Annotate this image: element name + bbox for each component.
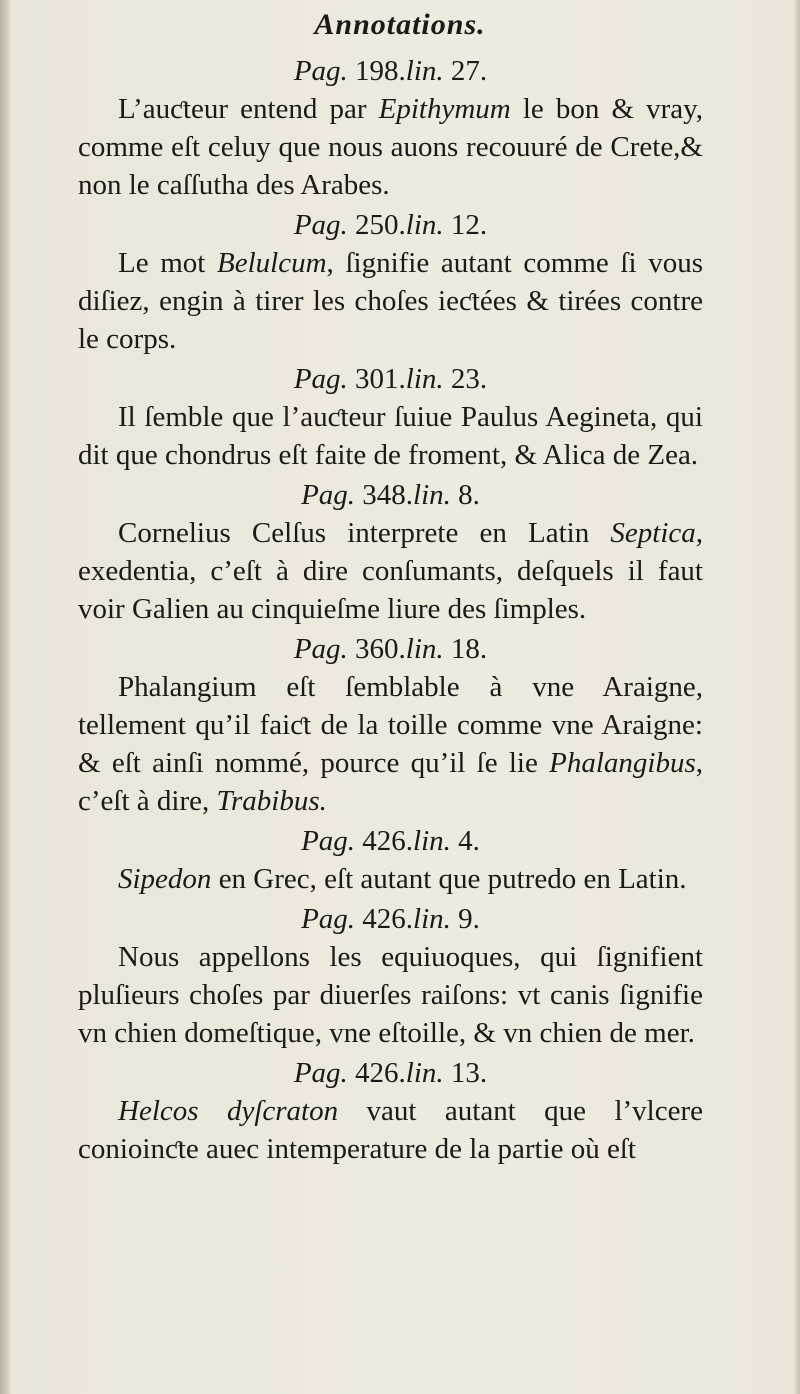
line-number: 18. <box>450 633 488 665</box>
page-number: 301. <box>355 363 406 395</box>
annotation-text: L’auƈteur entend par Epithymum le bon & vray, comme eſt celuy que nous auons recouuré de Crete,& non le caſſutha des Arabes. <box>78 93 703 201</box>
page-line-reference <box>78 52 703 90</box>
page-number: 426. <box>355 1057 406 1089</box>
page-number: 426. <box>362 903 414 935</box>
annotation-text: Nous appellons les equiuoques, qui ſignifient pluſieurs choſes par diuerſes raiſons: vt canis ſignifie vn chien domeſtique, vne eſtoille, & vn chien de mer. <box>78 941 703 1049</box>
page-number: 360. <box>355 633 406 665</box>
pag-abbr: Pag. <box>293 363 348 395</box>
italic-term: Epithymum <box>378 93 511 125</box>
lin-abbr: lin. <box>413 903 451 935</box>
line-number: 9. <box>458 903 480 935</box>
pag-abbr: Pag. <box>301 479 356 511</box>
page-number: 348. <box>362 479 414 511</box>
page-number: 426. <box>362 825 414 857</box>
line-number: 27. <box>450 55 488 87</box>
page-line-reference <box>78 900 703 938</box>
italic-term: Phalangibus <box>549 747 696 779</box>
italic-term: Belulcum <box>217 247 327 279</box>
italic-term: Helcos dyſcraton <box>118 1095 339 1127</box>
lin-abbr: lin. <box>405 55 444 87</box>
annotation-text: Le mot Belulcum, ſignifie autant comme ſi vous diſiez, engin à tirer les choſes ieƈtées & tirées contre le corps. <box>78 247 703 355</box>
page-line-reference <box>78 476 703 514</box>
lin-abbr: lin. <box>405 363 444 395</box>
annotation-text: Cornelius Celſus interprete en Latin Septica, exedentia, c’eſt à dire conſumants, deſquels il faut voir Galien au cinquieſme liure des ſimples. <box>78 517 703 625</box>
page-number: 250. <box>355 209 406 241</box>
italic-term: Trabibus. <box>216 785 327 817</box>
line-number: 12. <box>450 209 488 241</box>
page-number: 198. <box>355 55 406 87</box>
annotations-body <box>78 50 703 1168</box>
annotation-text: Helcos dyſcraton vaut autant que l’vlcere conioinƈte auec intemperature de la partie où eſt <box>78 1095 704 1165</box>
lin-abbr: lin. <box>405 633 444 665</box>
lin-abbr: lin. <box>405 1057 444 1089</box>
line-number: 8. <box>458 479 480 511</box>
annotation-text: Phalangium eſt ſemblable à vne Araigne, tellement qu’il faiƈt de la toille comme vne Araigne: & eſt ainſi nommé, pource qu’il ſe lie Phalangibus, c’eſt à dire, Trabibus. <box>78 671 703 817</box>
page-line-reference <box>78 822 703 860</box>
page-line-reference <box>78 360 703 398</box>
line-number: 23. <box>450 363 488 395</box>
lin-abbr: lin. <box>413 825 451 857</box>
page-left-edge <box>0 0 10 1394</box>
italic-term: Sipedon <box>118 863 212 895</box>
italic-term: Septica, <box>610 517 703 549</box>
lin-abbr: lin. <box>413 479 451 511</box>
pag-abbr: Pag. <box>293 1057 348 1089</box>
page-line-reference <box>78 630 703 668</box>
annotation-text: Sipedon en Grec, eſt autant que putredo en Latin. <box>118 863 687 895</box>
pag-abbr: Pag. <box>301 825 356 857</box>
pag-abbr: Pag. <box>293 633 348 665</box>
pag-abbr: Pag. <box>293 55 348 87</box>
annotation-text: Il ſemble que l’auƈteur ſuiue Paulus Aegineta, qui dit que chondrus eſt faite de froment, & Alica de Zea. <box>78 401 703 471</box>
line-number: 4. <box>458 825 480 857</box>
pag-abbr: Pag. <box>301 903 356 935</box>
line-number: 13. <box>450 1057 488 1089</box>
page-line-reference <box>78 206 703 244</box>
page-right-edge <box>794 0 800 1394</box>
pag-abbr: Pag. <box>293 209 348 241</box>
page-line-reference <box>78 1054 703 1092</box>
lin-abbr: lin. <box>405 209 444 241</box>
running-head: Annotations. <box>314 8 486 41</box>
